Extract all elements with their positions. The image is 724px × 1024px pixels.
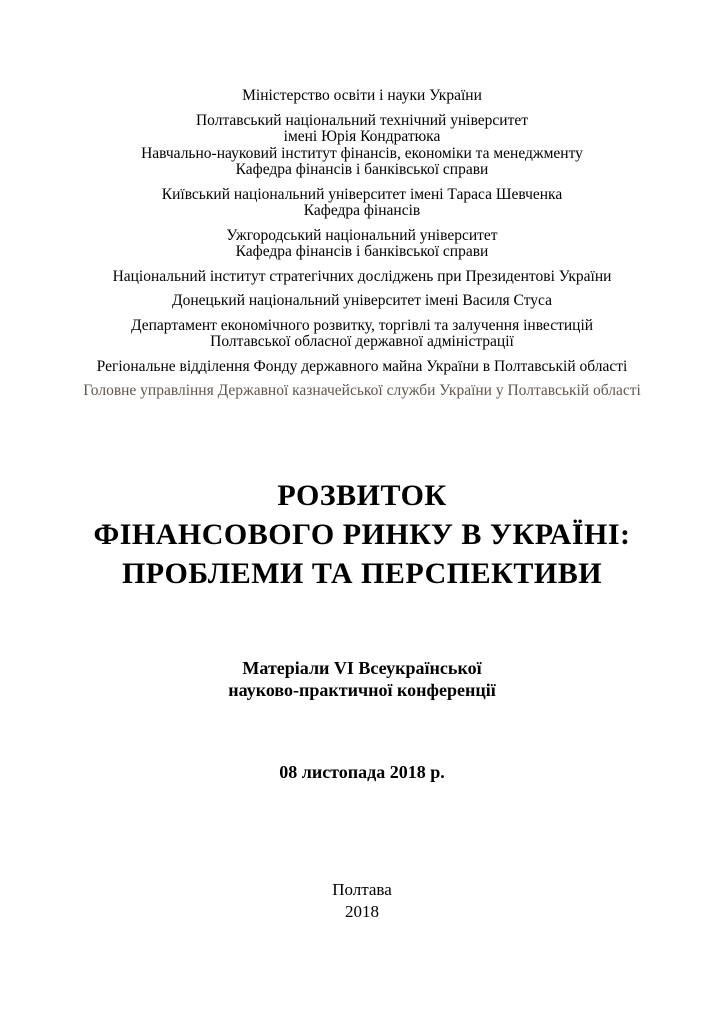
institution-line: Навчально-науковий інститут фінансів, економіки та менеджменту (141, 144, 583, 162)
institution-line: Донецький національний університет імені Василя Стуса (172, 292, 552, 309)
institution-strategic-studies (30, 269, 694, 286)
institution-line: Полтавської обласної державної адміністрації (210, 333, 514, 350)
imprint (30, 879, 694, 923)
institution-poltava-university (30, 113, 694, 179)
institution-line: імені Юрія Кондратюка (283, 128, 441, 145)
institution-line: Міністерство освіти і науки України (242, 87, 482, 104)
institution-economic-department (30, 318, 694, 351)
institution-donetsk-university (30, 293, 694, 310)
institution-line: Регіональне відділення Фонду державного майна України в Полтавській області (96, 357, 628, 375)
institutions-header (30, 88, 694, 400)
proceedings-subtitle (30, 657, 694, 701)
institution-uzhhorod-university (30, 228, 694, 261)
institution-line: Департамент економічного розвитку, торгівлі та залучення інвестицій (130, 316, 594, 334)
institution-line: Полтавський національний технічний університет (195, 111, 529, 129)
conference-title-line: РОЗВИТОК (277, 478, 447, 512)
institution-line: Київський національний університет імені Тараса Шевченка (161, 185, 563, 203)
institution-treasury-service (30, 383, 694, 400)
institution-line: Національний інститут стратегічних досліджень при Президентові України (112, 267, 612, 285)
institution-line: Кафедра фінансів (303, 202, 421, 219)
institution-line: Головне управління Державної казначейської служби України у Полтавській області (83, 382, 641, 399)
proceedings-subtitle-line: науково-практичної конференції (228, 679, 496, 700)
conference-date: 08 листопада 2018 р. (279, 761, 445, 782)
imprint-year: 2018 (345, 901, 379, 921)
institution-property-fund (30, 359, 694, 376)
proceedings-subtitle-line: Матеріали VI Всеукраїнської (242, 657, 482, 678)
institution-line: Кафедра фінансів і банківської справи (235, 243, 489, 260)
conference-title (30, 476, 694, 593)
institution-ministry (30, 88, 694, 105)
institution-line: Кафедра фінансів і банківської справи (235, 161, 489, 178)
institution-line: Ужгородський національний університет (226, 226, 498, 244)
institution-kyiv-university (30, 187, 694, 220)
conference-title-line: ФІНАНСОВОГО РИНКУ В УКРАЇНІ: (93, 517, 631, 551)
imprint-city: Полтава (332, 879, 392, 899)
conference-title-line: ПРОБЛЕМИ ТА ПЕРСПЕКТИВИ (121, 556, 603, 590)
